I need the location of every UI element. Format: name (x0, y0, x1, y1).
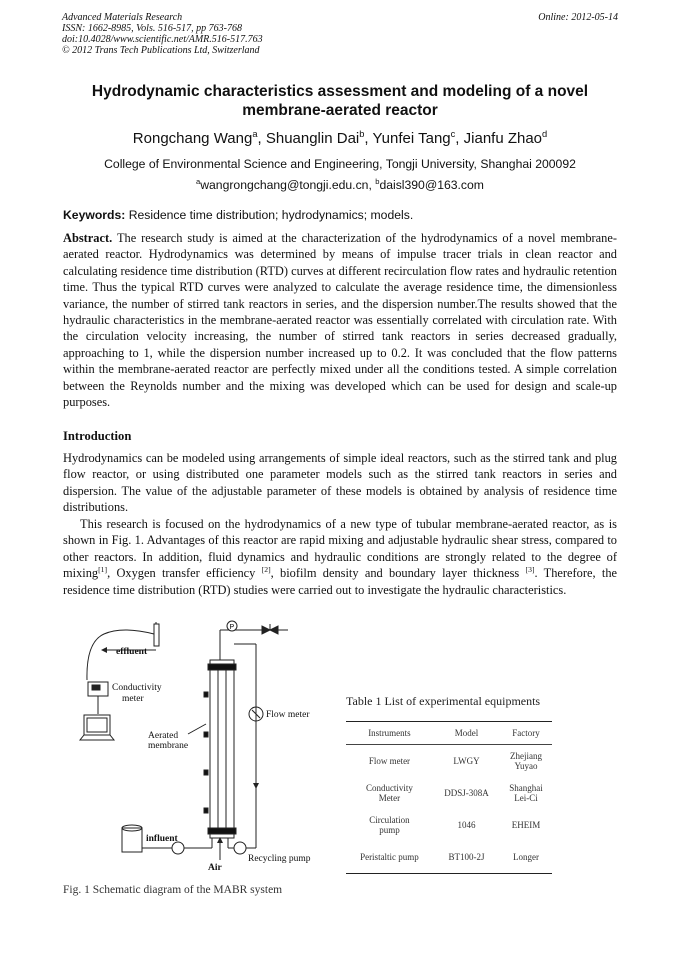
label-air: Air (208, 863, 222, 873)
conductivity-meter-screen (92, 685, 100, 690)
author-name: Rongchang Wang (132, 130, 253, 147)
author-mark: d (542, 129, 548, 139)
table-cell-factory (500, 745, 552, 778)
issn-line: ISSN: 1662-8985, Vols. 516-517, pp 763-768 (62, 23, 242, 34)
intro-p2-text-b: , Oxygen transfer efficiency (107, 566, 262, 581)
sampling-port (204, 732, 208, 737)
table-row (346, 809, 552, 841)
author-name: Yunfei Tang (372, 130, 451, 147)
doi-line: doi:10.4028/www.scientific.net/AMR.516-517.763 (62, 34, 263, 45)
author-list (60, 130, 620, 147)
table-cell-factory: EHEIM (511, 820, 541, 830)
sampling-port (204, 770, 208, 775)
author-sep: , (257, 130, 266, 147)
table-cell-model: DDSJ-308A (444, 788, 489, 798)
online-date: Online: 2012-05-14 (538, 12, 618, 23)
pressure-gauge-label: P (229, 624, 235, 631)
author-name: Shuanglin Dai (265, 130, 360, 147)
factory-line-2: Yuyao (514, 761, 538, 771)
reactor-top-cap (208, 664, 236, 670)
author-sep: , (364, 130, 373, 147)
section-heading-introduction: Introduction (63, 429, 132, 443)
author-mark: b (359, 129, 365, 139)
table-cell-instrument: Flow meter (368, 756, 411, 766)
email-a[interactable]: wangrongchang@tongji.edu.cn (200, 178, 369, 192)
author-sep: , (455, 130, 464, 147)
table-header-instruments: Instruments (346, 722, 433, 745)
recycling-pump-symbol (234, 842, 246, 854)
abstract (63, 230, 617, 410)
author-emails (60, 178, 620, 192)
author-mark: a (252, 129, 258, 139)
label-aerated-1: Aerated (148, 731, 179, 741)
sampling-port (204, 808, 208, 813)
reactor-column (210, 660, 234, 838)
label-influent: influent (146, 834, 178, 844)
email-mark-b: b (375, 176, 380, 186)
table-header-row (346, 722, 552, 745)
journal-header (62, 12, 618, 56)
email-mark-a: a (196, 176, 201, 186)
membrane-pointer (188, 724, 206, 734)
intro-p2-text-d: . Therefore, the residence time distribution (RTD) studies were carried out to investigate the hydraulic characteristics. (63, 566, 618, 597)
table-header-model: Model (433, 722, 500, 745)
instrument-line-1: Conductivity (365, 783, 413, 793)
label-flow-meter: Flow meter (266, 710, 310, 720)
journal-name: Advanced Materials Research (62, 12, 183, 23)
mabr-schematic-figure (62, 620, 362, 880)
instrument-line-2: pump (379, 825, 400, 835)
table-cell-model: 1046 (457, 820, 476, 830)
table-row (346, 777, 552, 809)
instrument-line-2: Meter (378, 793, 401, 803)
table-cell-factory: Longer (500, 841, 552, 874)
factory-line-2: Lei-Ci (514, 793, 538, 803)
intro-p2-text-c: , biofilm density and boundary layer thickness (270, 566, 526, 581)
computer-screen (87, 718, 107, 732)
intro-paragraph-2 (63, 516, 617, 598)
title-line-2: membrane-aerated reactor (242, 102, 438, 119)
label-recycling-pump: Recycling pump (248, 854, 311, 864)
citation-1[interactable]: [1] (98, 565, 108, 575)
abstract-text: The research study is aimed at the characterization of the hydrodynamics of a novel membrane-aerated reactor. Hydrodynamics was determined by means of impulse tracer trials in clean reactor and calculating residence time distribution (RTD) curves at different recirculation flow rates and hydraulic retention time. Thus the typical RTD curves were analyzed to calculate the average residence time, the dimensionless variance, the number of stirred tank reactors in series, and the dispersion number.The results showed that the hydraulic characteristics in the membrane-aerated reactor was essentially correlated with circulation rate. With the circulation velocity increasing, the number of stirred tank reactors in series decreased gradually, approaching to 1, while the dispersion number increased up to 0.2. It was concluded that the flow patterns within the membrane-aerated reactor are perfectly mixed under all the conditions tested. A simple correlation between the Reynolds number and the mixing was developed which can be used for design and scale-up purposes. (63, 231, 617, 410)
label-effluent: effluent (116, 647, 148, 657)
factory-line-1: Zhejiang (510, 751, 543, 761)
sampling-port (204, 692, 208, 697)
keywords-label: Keywords: (63, 208, 126, 222)
email-b[interactable]: daisl390@163.com (379, 178, 484, 192)
author-mark: c (450, 129, 456, 139)
table-cell-factory (500, 777, 552, 809)
table-header-factory: Factory (500, 722, 552, 745)
citation-3[interactable]: [3] (525, 565, 535, 575)
influent-tank (122, 828, 142, 852)
table-cell-instrument (346, 809, 433, 841)
label-aerated-2: membrane (148, 741, 189, 751)
citation-2[interactable]: [2] (261, 565, 271, 575)
table-cell-instrument: Peristaltic pump (346, 841, 433, 874)
abstract-label: Abstract. (63, 231, 113, 245)
intro-paragraph-1: Hydrodynamics can be modeled using arrangements of simple ideal reactors, such as the stirred tank and plug flow reactor, or using distributed one parameter models such as the stirred tank reactors in series and dispersion. The value of the adjustable parameter of these models is obtained by analysis of residence time distributions. (63, 451, 617, 515)
pressure-gauge-overlay (62, 620, 362, 650)
instrument-line-1: Circulation (369, 815, 410, 825)
keywords (63, 208, 619, 222)
keywords-text: Residence time distribution; hydrodynamics; models. (125, 208, 414, 222)
table-1-caption: Table 1 List of experimental equipments (346, 694, 541, 708)
table-row (346, 841, 552, 874)
figure-1-caption: Fig. 1 Schematic diagram of the MABR system (63, 884, 283, 896)
title-line-1: Hydrodynamic characteristics assessment and modeling of a novel (91, 83, 589, 100)
equipment-table (346, 721, 552, 874)
author-name: Jianfu Zhao (463, 130, 543, 147)
factory-line-1: Shanghai (509, 783, 543, 793)
email-sep: , (368, 178, 376, 192)
table-cell-model: LWGY (453, 756, 480, 766)
label-conductivity-2: meter (122, 694, 144, 704)
table-cell-model: BT100-2J (433, 841, 500, 874)
label-conductivity-1: Conductivity (112, 683, 162, 693)
copyright-line: © 2012 Trans Tech Publications Ltd, Switzerland (62, 45, 260, 56)
computer-keyboard (80, 735, 114, 740)
paper-title (60, 82, 620, 120)
intro-p2-text-a: This research is focused on the hydrodynamics of a new type of tubular membrane-aerated reactor, as is shown in Fig. 1. Advantages of this reactor are rapid mixing and adjustable hydraulic shear stress, compared to other reactors. In addition, fluid dynamics and hydraulic conditions are strongly related to the degree of mixing (63, 517, 617, 581)
table-row (346, 745, 552, 778)
affiliation: College of Environmental Science and Engineering, Tongji University, Shanghai 200092 (104, 157, 576, 171)
reactor-bottom-cap (208, 828, 236, 834)
table-cell-instrument (346, 777, 433, 809)
equipment-table-block (346, 694, 552, 874)
